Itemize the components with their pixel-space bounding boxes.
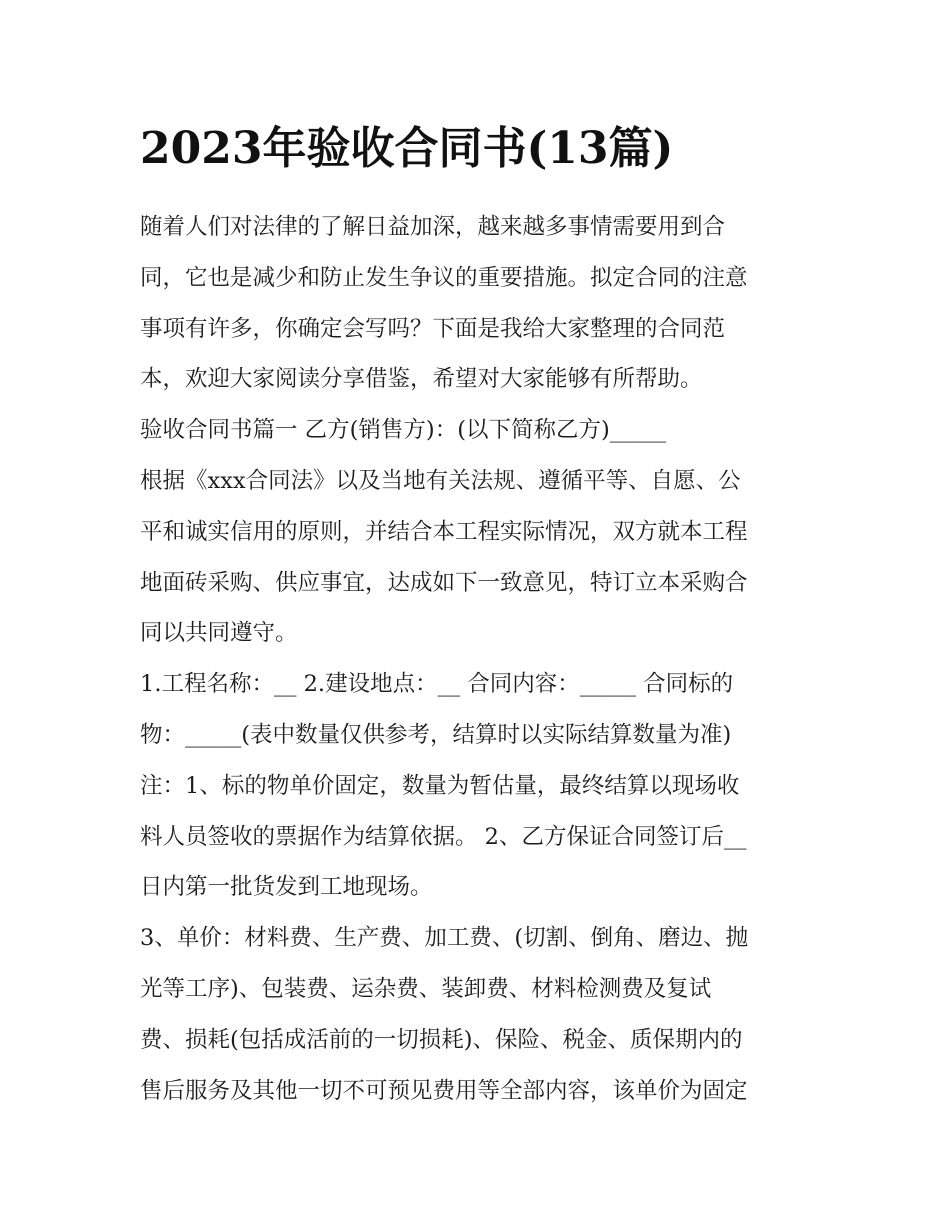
paragraph-intro	[140, 202, 820, 405]
document-content	[140, 118, 820, 1116]
text-line: 随着人们对法律的了解日益加深，越来越多事情需要用到合	[140, 214, 726, 240]
text-line: 1.工程名称：__ 2.建设地点：__ 合同内容：_____ 合同标的	[140, 671, 734, 698]
text-line: 同，它也是减少和防止发生争议的重要措施。拟定合同的注意	[140, 264, 748, 291]
paragraph-project-info	[140, 659, 820, 913]
document-body	[140, 202, 820, 1116]
paragraph-unit-price	[140, 913, 820, 1116]
text-line: 同以共同遵守。	[140, 620, 298, 647]
text-line: 3、单价：材料费、生产费、加工费、(切割、倒角、磨边、抛	[140, 925, 749, 952]
text-line: 光等工序)、包装费、运杂费、装卸费、材料检测费及复试	[140, 975, 712, 1002]
text-line: 本，欢迎大家阅读分享借鉴，希望对大家能够有所帮助。	[140, 366, 703, 393]
text-line: 验收合同书篇一 乙方(销售方)：(以下简称乙方)_____	[140, 417, 667, 444]
text-line: 注：1、标的物单价固定，数量为暂估量，最终结算以现场收	[140, 772, 740, 799]
text-line: 物：_____(表中数量仅供参考，结算时以实际结算数量为准)	[140, 721, 732, 748]
paragraph-basis	[140, 456, 820, 659]
paragraph-section-heading	[140, 405, 820, 456]
text-line: 地面砖采购、供应事宜，达成如下一致意见，特订立本采购合	[140, 569, 748, 596]
text-line: 料人员签收的票据作为结算依据。 2、乙方保证合同签订后__	[140, 823, 747, 850]
document-title: 2023年验收合同书(13篇)	[140, 123, 674, 174]
text-line: 费、损耗(包括成活前的一切损耗)、保险、税金、质保期内的	[140, 1026, 743, 1053]
text-line: 根据《xxx合同法》以及当地有关法规、遵循平等、自愿、公	[140, 467, 741, 494]
text-line: 事项有许多，你确定会写吗？下面是我给大家整理的合同范	[140, 315, 726, 342]
text-line: 平和诚实信用的原则，并结合本工程实际情况，双方就本工程	[140, 518, 748, 545]
text-line: 日内第一批货发到工地现场。	[140, 874, 433, 901]
text-line: 售后服务及其他一切不可预见费用等全部内容，该单价为固定	[140, 1077, 748, 1104]
